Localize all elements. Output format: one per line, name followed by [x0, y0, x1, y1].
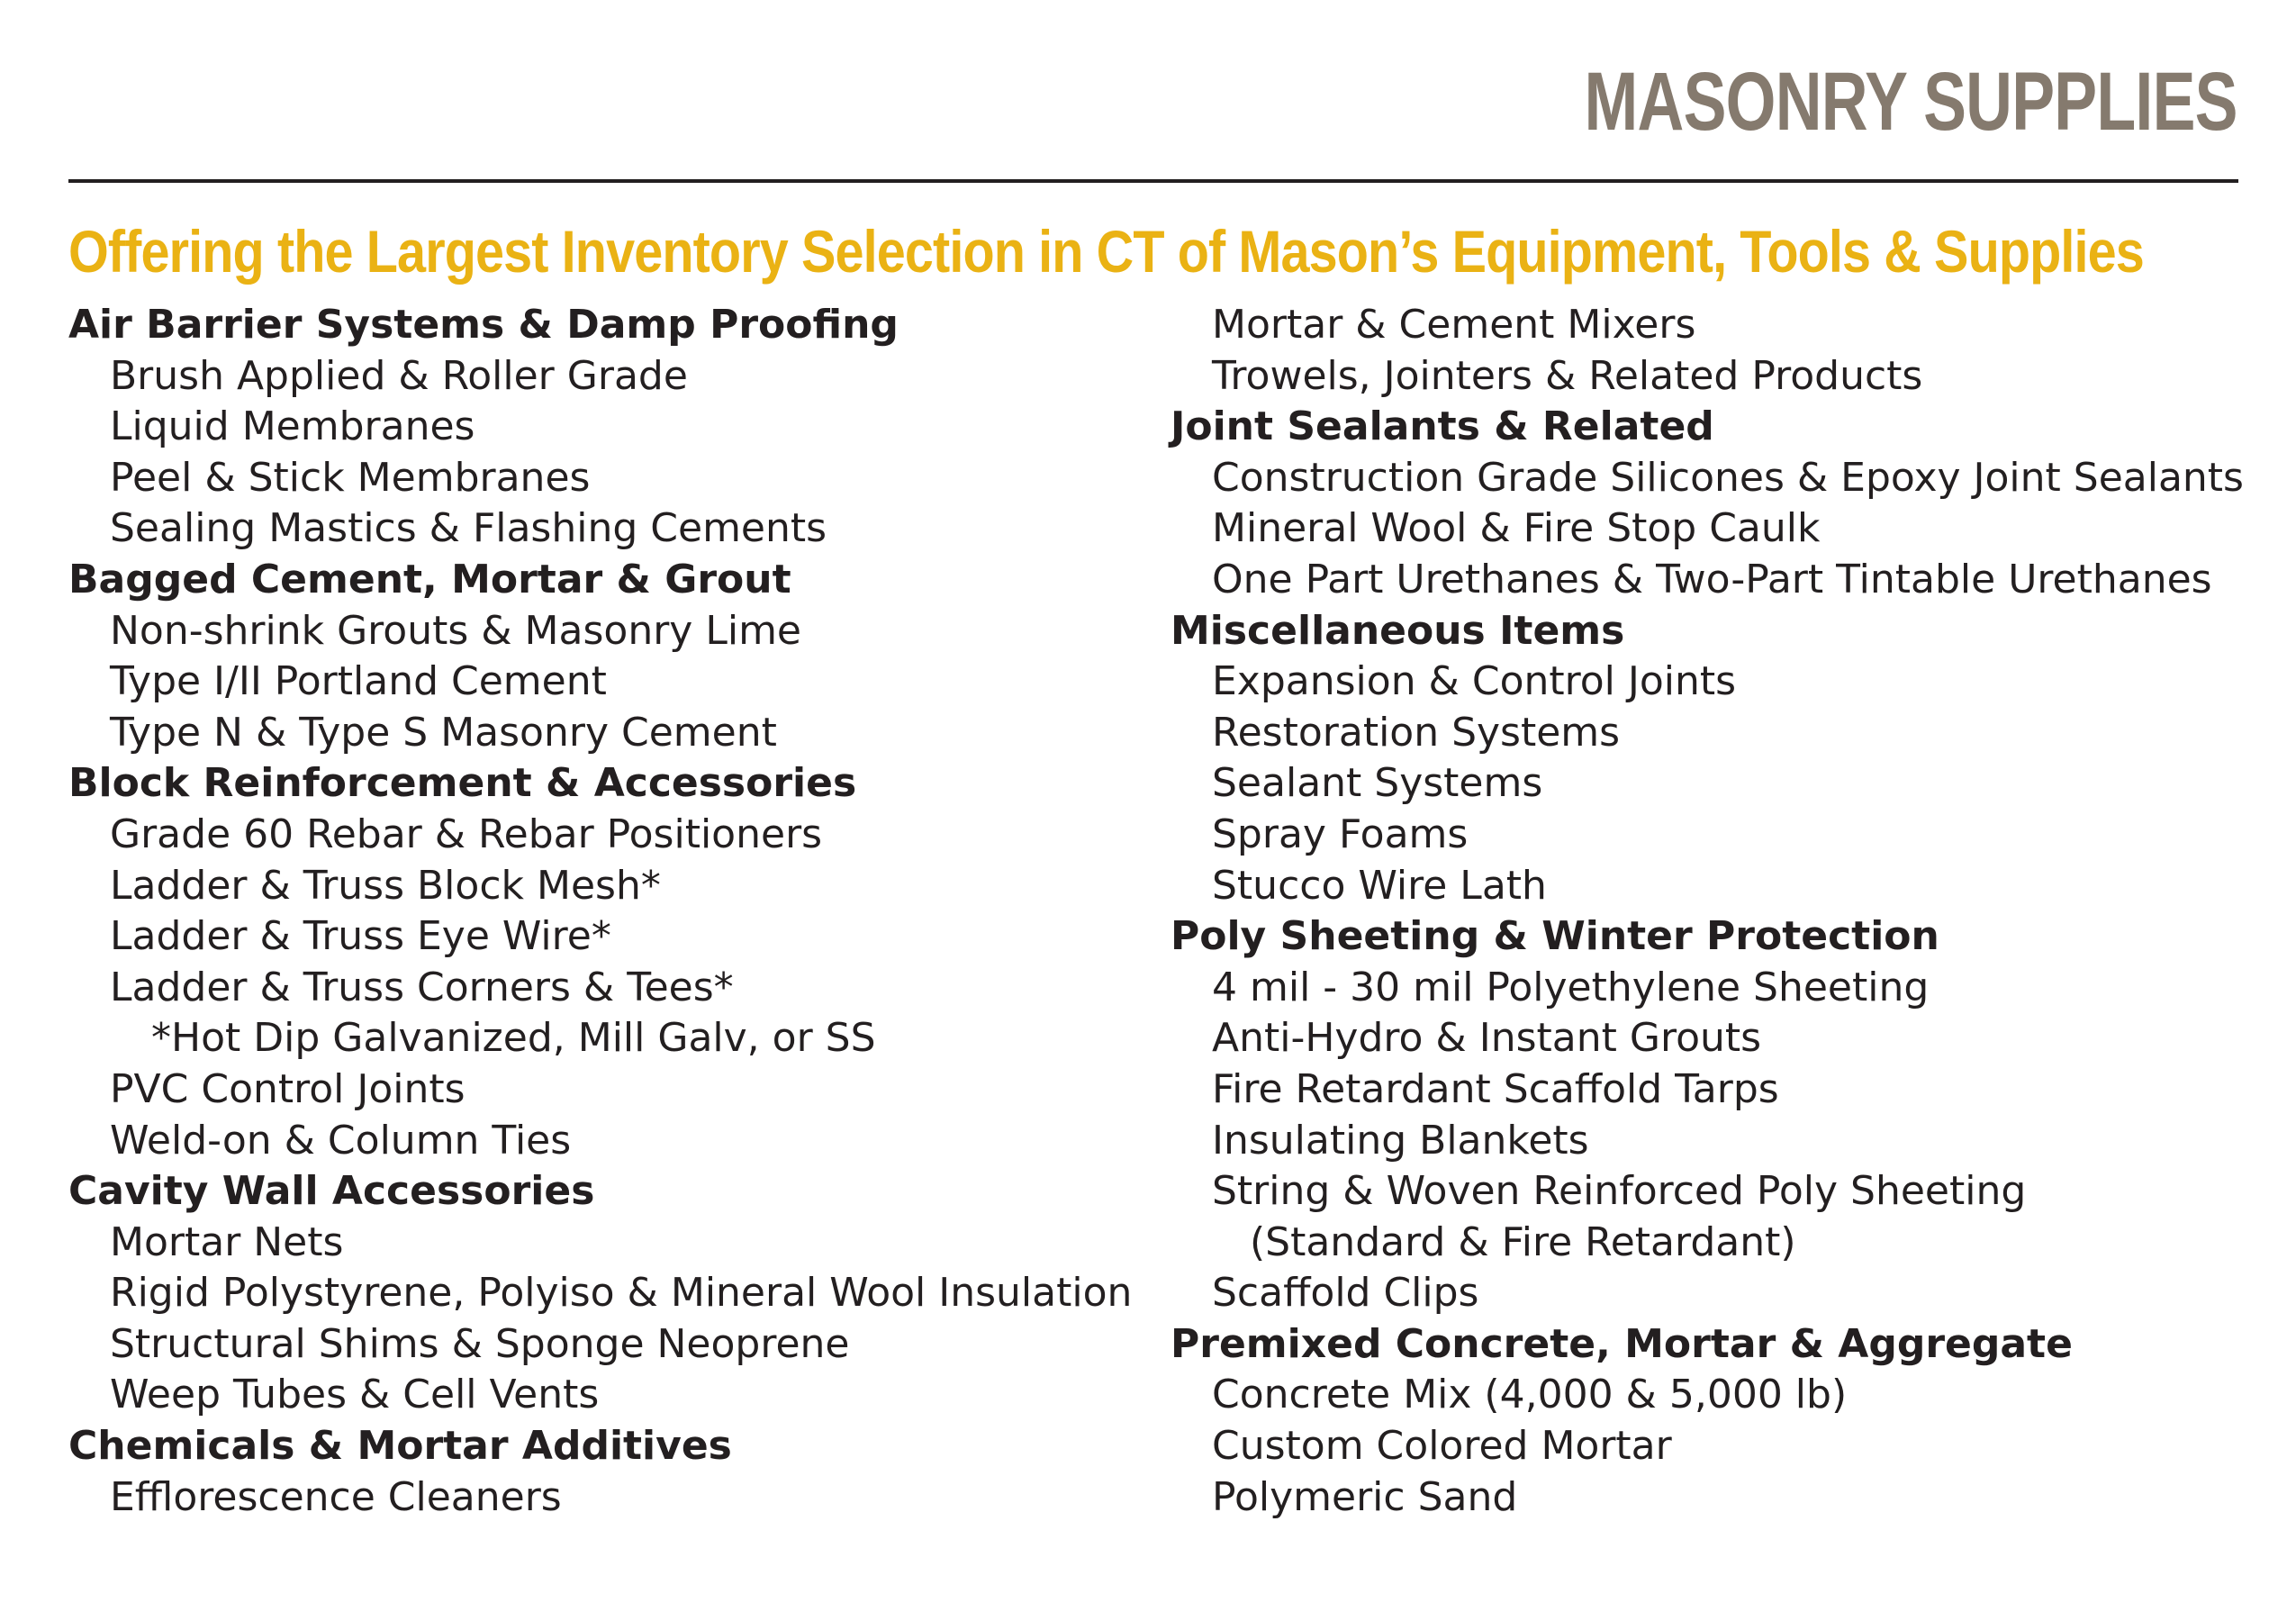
- product-item: Scaffold Clips: [1212, 1270, 1479, 1317]
- product-item: Efflorescence Cleaners: [110, 1473, 562, 1520]
- product-item: Trowels, Jointers & Related Products: [1212, 352, 1923, 399]
- product-item: Mortar Nets: [110, 1218, 344, 1265]
- right-column-list: [1171, 300, 2244, 1523]
- product-item: Structural Shims & Sponge Neoprene: [110, 1320, 850, 1367]
- product-item: Rigid Polystyrene, Polyiso & Mineral Wool Insulation: [110, 1270, 1133, 1317]
- product-item: Mortar & Cement Mixers: [1212, 302, 1696, 348]
- product-item: PVC Control Joints: [110, 1065, 466, 1112]
- product-item: Spray Foams: [1212, 810, 1469, 857]
- product-footnote: *Hot Dip Galvanized, Mill Galv, or SS: [151, 1015, 876, 1062]
- product-item: Fire Retardant Scaffold Tarps: [1212, 1065, 1779, 1112]
- product-item: Polymeric Sand: [1212, 1473, 1518, 1520]
- category-heading: Air Barrier Systems & Damp Proofing: [68, 302, 899, 348]
- category-heading: Premixed Concrete, Mortar & Aggregate: [1171, 1320, 2073, 1367]
- title-divider: [68, 179, 2238, 183]
- product-item: Type N & Type S Masonry Cement: [110, 709, 777, 756]
- product-item: Insulating Blankets: [1212, 1117, 1589, 1164]
- product-item: Stucco Wire Lath: [1212, 862, 1547, 909]
- page-subtitle: Offering the Largest Inventory Selection in CT of Mason’s Equipment, Tools & Supplies: [68, 218, 2144, 285]
- product-item: Ladder & Truss Corners & Tees*: [110, 964, 734, 1010]
- category-heading: Joint Sealants & Related: [1171, 403, 1714, 450]
- product-item: Weep Tubes & Cell Vents: [110, 1372, 600, 1418]
- product-item: Concrete Mix (4,000 & 5,000 lb): [1212, 1372, 1848, 1418]
- category-heading: Block Reinforcement & Accessories: [68, 760, 857, 807]
- product-item: Ladder & Truss Block Mesh*: [110, 862, 661, 909]
- product-item: Anti-Hydro & Instant Grouts: [1212, 1015, 1762, 1062]
- product-item: Mineral Wool & Fire Stop Caulk: [1212, 505, 1821, 552]
- category-heading: Poly Sheeting & Winter Protection: [1171, 913, 1939, 960]
- product-item: Grade 60 Rebar & Rebar Positioners: [110, 810, 823, 857]
- product-item: 4 mil - 30 mil Polyethylene Sheeting: [1212, 964, 1930, 1010]
- category-heading: Chemicals & Mortar Additives: [68, 1423, 732, 1470]
- product-item: Weld-on & Column Ties: [110, 1117, 572, 1164]
- category-heading: Miscellaneous Items: [1171, 607, 1625, 654]
- product-item: Type I/II Portland Cement: [110, 658, 607, 705]
- left-column-list: [68, 300, 1132, 1523]
- product-item: Non-shrink Grouts & Masonry Lime: [110, 607, 802, 654]
- product-item: Peel & Stick Membranes: [110, 454, 591, 501]
- category-heading: Bagged Cement, Mortar & Grout: [68, 556, 791, 602]
- product-item: Expansion & Control Joints: [1212, 658, 1737, 705]
- page-title: MASONRY SUPPLIES: [1584, 56, 2237, 148]
- product-item: String & Woven Reinforced Poly Sheeting: [1212, 1168, 2027, 1215]
- product-item: Sealant Systems: [1212, 760, 1543, 807]
- product-item: Custom Colored Mortar: [1212, 1423, 1672, 1470]
- product-footnote: (Standard & Fire Retardant): [1250, 1218, 1796, 1265]
- product-item: Restoration Systems: [1212, 709, 1621, 756]
- product-item: Ladder & Truss Eye Wire*: [110, 913, 611, 960]
- product-item: One Part Urethanes & Two-Part Tintable Urethanes: [1212, 556, 2212, 602]
- product-item: Sealing Mastics & Flashing Cements: [110, 505, 827, 552]
- product-item: Liquid Membranes: [110, 403, 475, 450]
- product-item: Construction Grade Silicones & Epoxy Joint Sealants: [1212, 454, 2244, 501]
- product-item: Brush Applied & Roller Grade: [110, 352, 688, 399]
- category-heading: Cavity Wall Accessories: [68, 1168, 595, 1215]
